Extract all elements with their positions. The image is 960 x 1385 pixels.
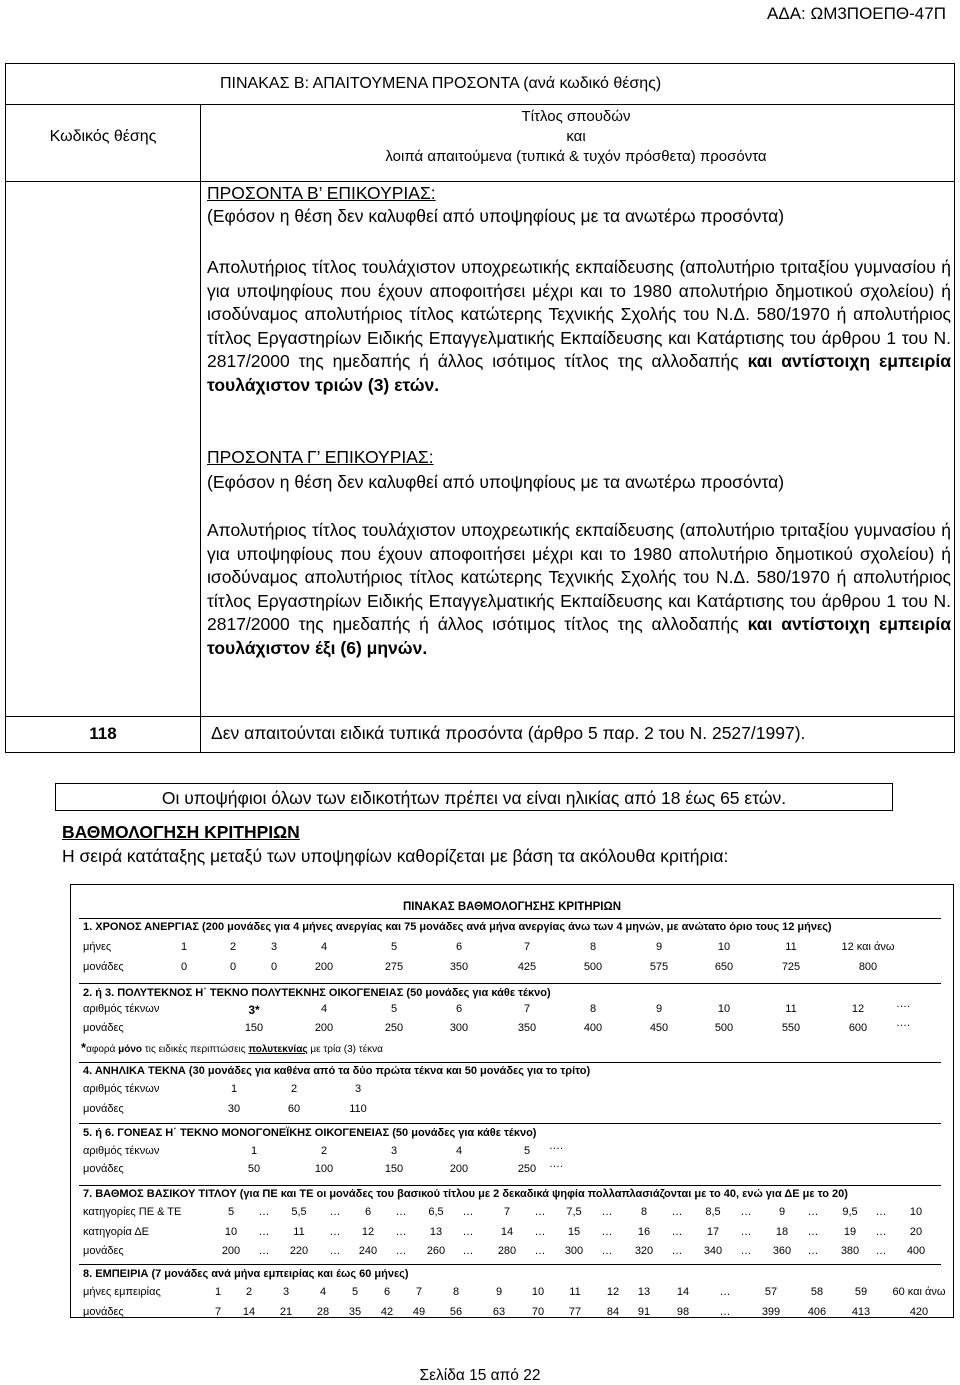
table-title: ΠΙΝΑΚΑΣ Β: ΑΠΑΙΤΟΥΜΕΝΑ ΠΡΟΣΟΝΤΑ (ανά κωδικό θέσης): [220, 75, 662, 92]
score-cell: …: [719, 1286, 731, 1298]
divider: [79, 918, 941, 919]
score-cell: 100: [314, 1163, 334, 1175]
s8-row2-label: μονάδες: [83, 1306, 124, 1318]
col-code-header: Κωδικός θέσης: [49, 128, 157, 145]
score-cell: 200: [449, 1163, 469, 1175]
score-cell: 10: [909, 1206, 923, 1218]
score-cell: 3: [270, 941, 278, 953]
score-cell: 275: [384, 961, 404, 973]
position-requirements: Δεν απαιτούνται ειδικά τυπικά προσόντα (άρθρο 5 παρ. 2 του Ν. 2527/1997).: [211, 723, 806, 743]
score-cell: 42: [380, 1306, 394, 1318]
score-cell: …: [740, 1206, 752, 1218]
s5-row1-label: αριθμός τέκνων: [83, 1145, 160, 1157]
score-cell: …: [875, 1206, 887, 1218]
score-cell: 4: [320, 941, 328, 953]
score-cell: 406: [807, 1306, 827, 1318]
s2-row1-label: αριθμός τέκνων: [83, 1003, 160, 1015]
score-cell: 14: [500, 1226, 514, 1238]
score-cell: 13: [429, 1226, 443, 1238]
score-cell: 420: [909, 1306, 929, 1318]
score-cell: 35: [348, 1306, 362, 1318]
score-cell: 300: [449, 1022, 469, 1034]
score-cell: …: [807, 1206, 819, 1218]
score-cell: 7,5: [566, 1206, 582, 1218]
score-cell: 12: [606, 1286, 620, 1298]
col-divider: [200, 104, 201, 752]
score-cell: 500: [714, 1022, 734, 1034]
score-cell: 91: [637, 1306, 651, 1318]
table-header-row: [6, 104, 954, 182]
divider: [79, 1062, 941, 1063]
score-cell: 19: [843, 1226, 857, 1238]
g-subtitle: (Εφόσον η θέση δεν καλυφθεί από υποψηφίους με τα ανωτέρω προσόντα): [207, 472, 785, 492]
score-cell: 5: [351, 1286, 359, 1298]
s4-title: 4. ΑΝΗΛΙΚΑ ΤΕΚΝΑ (30 μονάδες για καθένα από τα δύο πρώτα τέκνα και 50 μονάδες για το τρίτο): [83, 1065, 591, 1077]
score-cell: …: [462, 1226, 474, 1238]
score-cell: 4: [455, 1145, 463, 1157]
score-cell: 425: [517, 961, 537, 973]
score-cell: 500: [583, 961, 603, 973]
score-cell: 240: [358, 1245, 378, 1257]
score-cell: 320: [634, 1245, 654, 1257]
score-cell: …: [258, 1245, 270, 1257]
s7-row1-label: κατηγορίες ΠΕ & ΤΕ: [83, 1206, 182, 1218]
score-cell: 57: [764, 1286, 778, 1298]
s5-title: 5. ή 6. ΓΟΝΕΑΣ Η΄ ΤΕΚΝΟ ΜΟΝΟΓΟΝΕΪΚΗΣ ΟΙΚΟΓΕΝΕΙΑΣ (50 μονάδες για κάθε τέκνο): [83, 1127, 537, 1139]
score-cell: …: [258, 1206, 270, 1218]
position-code: 118: [89, 724, 117, 743]
score-cell: 9: [655, 941, 663, 953]
score-cell: 5: [390, 1003, 398, 1015]
s4-row2-label: μονάδες: [83, 1103, 124, 1115]
score-cell: …: [875, 1245, 887, 1257]
score-cell: 1: [230, 1083, 238, 1095]
score-cell: …: [671, 1226, 683, 1238]
score-cell: 77: [568, 1306, 582, 1318]
score-cell: 250: [384, 1022, 404, 1034]
score-cell: …: [601, 1226, 613, 1238]
score-cell: 50: [247, 1163, 261, 1175]
score-cell: 21: [279, 1306, 293, 1318]
score-cell: …: [719, 1306, 731, 1318]
score-cell: 13: [637, 1286, 651, 1298]
score-cell: 5,5: [291, 1206, 307, 1218]
score-cell: 12: [361, 1226, 375, 1238]
score-cell: 5: [390, 941, 398, 953]
score-cell: 6: [383, 1286, 391, 1298]
score-cell: ….: [548, 1158, 564, 1170]
divider: [79, 1264, 941, 1265]
score-cell: 7: [503, 1206, 511, 1218]
score-cell: 8: [589, 941, 597, 953]
score-cell: 0: [270, 961, 278, 973]
ada-code: ΑΔΑ: ΩΜ3ΠΟΕΠΘ-47Π: [767, 4, 946, 23]
col-title-header-1: Τίτλος σπουδών: [521, 108, 631, 125]
score-cell: …: [671, 1245, 683, 1257]
score-cell: 220: [289, 1245, 309, 1257]
score-cell: 5: [227, 1206, 235, 1218]
s7-row2-label: κατηγορία ΔΕ: [83, 1226, 149, 1238]
score-cell: 11: [569, 1286, 581, 1298]
score-cell: ….: [895, 1017, 911, 1029]
score-cell: 550: [781, 1022, 801, 1034]
score-cell: 10: [717, 1003, 731, 1015]
score-cell: 3: [354, 1083, 362, 1095]
s2-row2-label: μονάδες: [83, 1022, 124, 1034]
score-cell: 8,5: [705, 1206, 721, 1218]
score-cell: …: [534, 1206, 546, 1218]
score-cell: 58: [810, 1286, 824, 1298]
score-cell: …: [671, 1206, 683, 1218]
score-cell: …: [329, 1226, 341, 1238]
b-subtitle: (Εφόσον η θέση δεν καλυφθεί από υποψηφίους με τα ανωτέρω προσόντα): [207, 206, 785, 226]
score-cell: 9: [495, 1286, 503, 1298]
score-cell: 20: [909, 1226, 923, 1238]
score-cell: 16: [637, 1226, 651, 1238]
page-number: Σελίδα 15 από 22: [419, 1367, 541, 1384]
score-cell: …: [462, 1245, 474, 1257]
score-cell: 6,5: [428, 1206, 444, 1218]
score-cell: 12: [851, 1003, 865, 1015]
score-cell: 400: [906, 1245, 926, 1257]
score-cell: ….: [548, 1140, 564, 1152]
score-cell: 3: [390, 1145, 398, 1157]
b-requirements-text: Απολυτήριος τίτλος τουλάχιστον υποχρεωτικής εκπαίδευσης (απολυτήριο τριταξίου γυμνασίου ή για υποψηφίους που έχουν αποφοιτήσει μέχρι και το 1980 απολυτήριο δημοτικού σχολείου) ή ισοδύναμος απολυτήριος τίτλος κατώτερης Τεχνικής Σχολής του Ν.Δ. 580/1970 ή απολυτήριος τίτλος Εργαστηρίων Ειδικής Επαγγελματικής Εκπαίδευσης και Κατάρτισης του άρθρου 1 του Ν. 2817/2000 της ημεδαπής ή άλλος ισότιμος τίτλος της αλλοδαπής και αντίστοιχη εμπειρία τουλάχιστον τριών (3) ετών.: [207, 257, 951, 395]
score-cell: 7: [523, 941, 531, 953]
score-cell: 10: [531, 1286, 545, 1298]
score-cell: ….: [895, 998, 911, 1010]
table-title-row: [6, 64, 954, 105]
s1-row1-label: μήνες: [83, 941, 112, 953]
score-cell: 10: [224, 1226, 238, 1238]
score-cell: …: [329, 1245, 341, 1257]
col-title-header-3: λοιπά απαιτούμενα (τυπικά & τυχόν πρόσθετα) προσόντα: [385, 148, 767, 165]
score-cell: 70: [531, 1306, 545, 1318]
score-cell: 8: [452, 1286, 460, 1298]
s7-title: 7. ΒΑΘΜΟΣ ΒΑΣΙΚΟΥ ΤΙΤΛΟΥ (για ΠΕ και ΤΕ οι μονάδες του βασικού τίτλου με 2 δεκαδικά ψηφία πολλαπλασιάζονται με το 40, ενώ για ΔΕ με το 20): [83, 1188, 848, 1200]
score-cell: 11: [785, 1003, 797, 1015]
score-cell: 8: [589, 1003, 597, 1015]
score-cell: 150: [244, 1022, 264, 1034]
score-cell: 63: [492, 1306, 506, 1318]
score-cell: 12 και άνω: [841, 941, 895, 953]
score-cell: 250: [517, 1163, 537, 1175]
code-row: [6, 716, 954, 752]
score-cell: 56: [449, 1306, 463, 1318]
score-cell: 1: [214, 1286, 222, 1298]
score-cell: 413: [851, 1306, 871, 1318]
divider: [79, 1185, 941, 1186]
col-title-header-2: και: [566, 128, 586, 145]
score-cell: …: [740, 1245, 752, 1257]
score-cell: 300: [564, 1245, 584, 1257]
score-cell: 84: [606, 1306, 620, 1318]
score-cell: 14: [242, 1306, 256, 1318]
score-cell: 340: [703, 1245, 723, 1257]
score-cell: 2: [320, 1145, 328, 1157]
score-cell: …: [395, 1245, 407, 1257]
score-cell: 575: [649, 961, 669, 973]
score-cell: 3: [282, 1286, 290, 1298]
score-cell: …: [462, 1206, 474, 1218]
score-cell: 200: [314, 1022, 334, 1034]
s2-footnote: *αφορά μόνο τις ειδικές περιπτώσεις πολυτεκνίας με τρία (3) τέκνα: [81, 1040, 383, 1055]
score-cell: 9,5: [842, 1206, 858, 1218]
qualifications-row: [6, 181, 954, 717]
score-cell: 2: [245, 1286, 253, 1298]
score-cell: 60: [287, 1103, 301, 1115]
scoring-title: ΠΙΝΑΚΑΣ ΒΑΘΜΟΛΟΓΗΣΗΣ ΚΡΙΤΗΡΙΩΝ: [403, 901, 621, 913]
s1-row2-label: μονάδες: [83, 961, 124, 973]
s5-row2-label: μονάδες: [83, 1163, 124, 1175]
score-cell: 1: [180, 941, 188, 953]
scoring-table: [70, 884, 954, 1318]
score-cell: 200: [221, 1245, 241, 1257]
score-cell: 6: [455, 941, 463, 953]
g-heading: ΠΡΟΣΟΝΤΑ Γ’ ΕΠΙΚΟΥΡΙΑΣ:: [207, 447, 434, 467]
score-cell: …: [395, 1226, 407, 1238]
score-cell: 18: [775, 1226, 789, 1238]
score-cell: …: [534, 1245, 546, 1257]
score-cell: 2: [229, 941, 237, 953]
score-cell: …: [258, 1226, 270, 1238]
score-cell: 28: [316, 1306, 330, 1318]
score-cell: 6: [455, 1003, 463, 1015]
score-cell: …: [329, 1206, 341, 1218]
score-cell: 8: [640, 1206, 648, 1218]
score-cell: 5: [523, 1145, 531, 1157]
s1-title: 1. ΧΡΟΝΟΣ ΑΝΕΡΓΙΑΣ (200 μονάδες για 4 μήνες ανεργίας και 75 μονάδες ανά μήνα ανεργίας άνω των 4 μηνών, με ανώτατο όριο τους 12 μήνες): [83, 921, 832, 933]
score-cell: 360: [772, 1245, 792, 1257]
score-cell: 0: [229, 961, 237, 973]
score-cell: 59: [854, 1286, 868, 1298]
score-cell: 380: [840, 1245, 860, 1257]
score-cell: 17: [706, 1226, 720, 1238]
requirements-table: [5, 63, 955, 753]
s8-title: 8. ΕΜΠΕΙΡΙΑ (7 μονάδες ανά μήνα εμπειρίας και έως 60 μήνες): [83, 1268, 409, 1280]
score-cell: 800: [858, 961, 878, 973]
score-cell: …: [740, 1226, 752, 1238]
score-cell: 400: [583, 1022, 603, 1034]
divider: [79, 1123, 941, 1124]
score-cell: …: [601, 1206, 613, 1218]
score-cell: 650: [714, 961, 734, 973]
score-cell: …: [601, 1245, 613, 1257]
score-cell: 0: [180, 961, 188, 973]
score-cell: 600: [848, 1022, 868, 1034]
s8-row1-label: μήνες εμπειρίας: [83, 1286, 161, 1298]
score-cell: 1: [250, 1145, 258, 1157]
score-cell: 725: [781, 961, 801, 973]
scoring-intro: Η σειρά κατάταξης μεταξύ των υποψηφίων καθορίζεται με βάση τα ακόλουθα κριτήρια:: [62, 846, 729, 866]
score-cell: 10: [717, 941, 731, 953]
score-cell: 280: [497, 1245, 517, 1257]
score-cell: 14: [676, 1286, 690, 1298]
score-cell: 350: [449, 961, 469, 973]
score-cell: 4: [319, 1286, 327, 1298]
age-note: Οι υποψήφιοι όλων των ειδικοτήτων πρέπει να είναι ηλικίας από 18 έως 65 ετών.: [55, 783, 893, 811]
score-cell: 2: [290, 1083, 298, 1095]
g-requirements-text: Απολυτήριος τίτλος τουλάχιστον υποχρεωτικής εκπαίδευσης (απολυτήριο τριταξίου γυμνασίου ή για υποψηφίους που έχουν αποφοιτήσει μέχρι και το 1980 απολυτήριο δημοτικού σχολείου) ή ισοδύναμος απολυτήριος τίτλος κατώτερης Τεχνικής Σχολής του Ν.Δ. 580/1970 ή απολυτήριος τίτλος Εργαστηρίων Ειδικής Επαγγελματικής Εκπαίδευσης και Κατάρτισης του άρθρου 1 του Ν. 2817/2000 της ημεδαπής ή άλλος ισότιμος τίτλος της αλλοδαπής και αντίστοιχη εμπειρία τουλάχιστον έξι (6) μηνών.: [207, 520, 951, 658]
score-cell: 49: [412, 1306, 426, 1318]
s7-row3-label: μονάδες: [83, 1245, 124, 1257]
s4-row1-label: αριθμός τέκνων: [83, 1083, 160, 1095]
score-cell: 7: [214, 1306, 222, 1318]
score-cell: 150: [384, 1163, 404, 1175]
score-cell: 15: [567, 1226, 581, 1238]
score-cell: …: [807, 1226, 819, 1238]
score-cell: 30: [227, 1103, 241, 1115]
score-cell: 9: [778, 1206, 786, 1218]
scoring-heading: ΒΑΘΜΟΛΟΓΗΣΗ ΚΡΙΤΗΡΙΩΝ: [62, 822, 300, 842]
score-cell: 11: [293, 1226, 305, 1238]
score-cell: …: [534, 1226, 546, 1238]
score-cell: 9: [655, 1003, 663, 1015]
score-cell: 7: [523, 1003, 531, 1015]
s2-title: 2. ή 3. ΠΟΛΥΤΕΚΝΟΣ Η΄ ΤΕΚΝΟ ΠΟΛΥΤΕΚΝΗΣ ΟΙΚΟΓΕΝΕΙΑΣ (50 μονάδες για κάθε τέκνο): [83, 987, 551, 999]
score-cell: 110: [349, 1103, 367, 1115]
score-cell: 98: [676, 1306, 690, 1318]
b-heading: ΠΡΟΣΟΝΤΑ Β’ ΕΠΙΚΟΥΡΙΑΣ:: [207, 183, 436, 203]
score-cell: 3*: [248, 1003, 260, 1017]
score-cell: 350: [517, 1022, 537, 1034]
score-cell: 4: [320, 1003, 328, 1015]
score-cell: 7: [415, 1286, 423, 1298]
score-cell: 11: [785, 941, 797, 953]
score-cell: …: [875, 1226, 887, 1238]
score-cell: 60 και άνω: [892, 1286, 946, 1298]
score-cell: 6: [364, 1206, 372, 1218]
score-cell: 260: [426, 1245, 446, 1257]
score-cell: 399: [761, 1306, 781, 1318]
score-cell: 200: [314, 961, 334, 973]
divider: [79, 983, 941, 984]
score-cell: 450: [649, 1022, 669, 1034]
score-cell: …: [395, 1206, 407, 1218]
score-cell: …: [807, 1245, 819, 1257]
